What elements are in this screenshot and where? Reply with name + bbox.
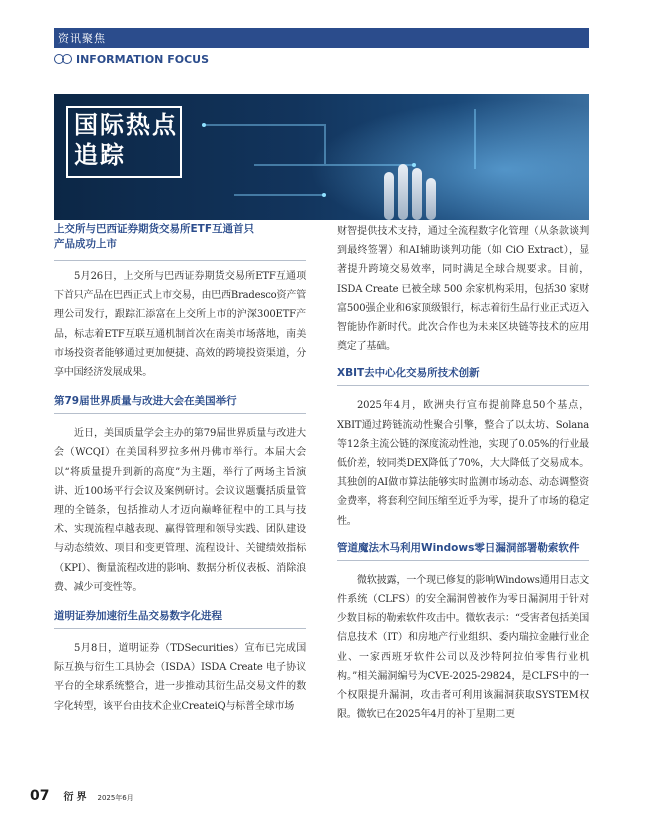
section-label-en: INFORMATION FOCUS: [76, 52, 210, 66]
article-body-continued: 财智提供技术支持，通过全流程数字化管理（从条款谈判到最终签署）和AI辅助谈判功能（如 CiO Extract），显著提升跨境交易效率，同时满足全球合规要求。目前，ISDA Create 已被全球 500 余家机构采用，包括30 家财富500强企业和6家顶级银行，标志着衍生品行业正式迈入智能协作新时代。此次合作也为未来区块链等技术的应用奠定了基础。: [337, 226, 589, 353]
page-number: 07: [30, 788, 50, 804]
issue-date: 2025年6月: [97, 794, 134, 802]
article-body: 近日，美国质量学会主办的第79届世界质量与改进大会（WCQI）在美国科罗拉多州丹佛市举行。本届大会以“将质量提升到新的高度”为主题，举行了两场主旨演讲、近100场平行会议及案例研讨。会议议题囊括质量管理的全链条，包括推动人才迈向巅峰征程中的工具与技术、实现流程卓越表现、赢得管理和领导实践、团队建设与动态绩效、项目和变更管理、流程设计、关键绩效指标（KPI）、衡量流程改进的影响、数据分析仪表板、消除浪费、减少可变性等。: [54, 428, 306, 593]
magazine-name: 衍界: [63, 792, 90, 803]
article-title: XBIT去中心化交易所技术创新: [337, 367, 480, 380]
article-header: [54, 222, 254, 252]
robot-finger: [412, 168, 422, 220]
section-subheader: [54, 52, 209, 66]
right-column: [337, 222, 589, 724]
hero-title-line1: 国际热点: [74, 111, 178, 139]
hero-title: [74, 110, 178, 170]
double-globe-icon: [54, 54, 72, 64]
article-body: 2025年4月，欧洲央行宣布提前降息50个基点，XBIT通过跨链流动性聚合引擎，整合了以太坊、Solana等12条主流公链的深度流动性池，实现了0.05%的行业最低价差，较同类DEX降低了70%，大大降低了交易成本。其独创的AI做市算法能够实时监测市场动态、动态调整资金费率，将套利空间压缩至近乎为零，提升了市场的稳定性。: [337, 400, 589, 527]
left-column: [54, 222, 306, 716]
circuit-line: [204, 124, 324, 126]
circuit-node: [412, 163, 416, 167]
article-header: [54, 609, 306, 629]
article-body: 微软披露，一个现已修复的影响Windows通用日志文件系统（CLFS）的安全漏洞曾被作为零日漏洞用于针对少数目标的勒索软件攻击中。微软表示：“受害者包括美国信息技术（IT）和房地产行业组织、委内瑞拉金融行业企业、一家西班牙软件公司以及沙特阿拉伯零售行业机构。”相关漏洞编号为CVE-2025-29824，是CLFS中的一个权限提升漏洞，攻击者可利用该漏洞获取SYSTEM权限。微软已在2025年4月的补丁星期二更: [337, 574, 589, 721]
circuit-node: [202, 123, 206, 127]
article-header: [337, 541, 589, 561]
robot-finger: [398, 164, 408, 220]
hero-title-frame: [66, 106, 182, 178]
hero-glow: [294, 94, 589, 220]
circuit-line: [324, 124, 326, 164]
article-title: 第79届世界质量与改进大会在美国举行: [54, 395, 237, 408]
robot-finger: [426, 178, 436, 220]
hero-image: [54, 94, 589, 220]
page-footer: [30, 788, 134, 804]
hero-title-line2: 追踪: [74, 141, 126, 169]
circuit-line: [234, 194, 324, 196]
article-body: 5月8日，道明证券（TDSecurities）宣布已完成国际互换与衍生工具协会（ISDA）ISDA Create 电子协议平台的全球系统整合，进一步推动其衍生品交易文件的数字化转型，该平台由技术企业CreateiQ与标普全球市场: [54, 643, 306, 712]
article-title: 管道魔法木马利用Windows零日漏洞部署勒索软件: [337, 541, 580, 554]
article-title: 上交所与巴西证券期货交易所ETF互通首只产品成功上市: [54, 223, 255, 250]
circuit-line: [474, 109, 476, 169]
circuit-line: [254, 164, 414, 166]
article-header: [54, 394, 306, 414]
section-label: 资讯聚焦: [58, 32, 106, 45]
divider: [54, 260, 306, 261]
section-banner: [54, 28, 589, 48]
article-header: [337, 366, 589, 386]
circuit-node: [322, 193, 326, 197]
article-body: 5月26日，上交所与巴西证券期货交易所ETF互通项下首只产品在巴西正式上市交易，由巴西Bradesco资产管理公司发行，跟踪汇添富在上交所上市的沪深300ETF产品，标志着ETF互联互通机制首次在南美市场落地，南美市场投资者能够通过更加便捷、高效的跨境投资渠道，分享中国经济发展成果。: [54, 271, 306, 379]
article-title: 道明证券加速衍生品交易数字化进程: [54, 610, 222, 623]
robot-finger: [384, 172, 394, 220]
